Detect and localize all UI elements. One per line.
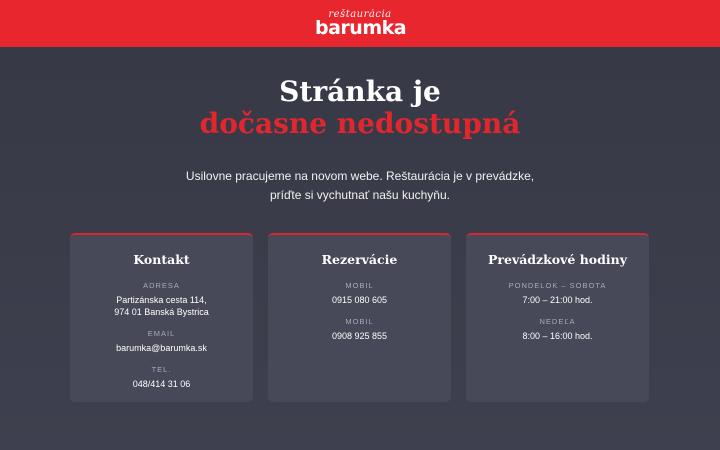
title-line-2: dočasne nedostupná — [199, 107, 521, 140]
weekdays-hours: 7:00 – 21:00 hod. — [522, 295, 593, 305]
mobile-label: MOBIL — [345, 281, 374, 290]
contact-card — [70, 233, 253, 402]
title-line-1: Stránka je — [279, 75, 441, 108]
logo-script-text: reštaurácia — [328, 8, 392, 20]
address-label: ADRESA — [143, 281, 180, 290]
email-label: EMAIL — [147, 329, 176, 338]
reservations-card — [268, 233, 451, 402]
email-link[interactable]: barumka@barumka.sk — [116, 343, 207, 353]
mobile-link-2[interactable]: 0908 925 855 — [331, 331, 388, 341]
mobile-label: MOBIL — [345, 317, 374, 326]
card-title: Rezervácie — [321, 252, 398, 267]
card-title: Kontakt — [133, 252, 190, 267]
sunday-hours: 8:00 – 16:00 hod. — [522, 331, 593, 341]
page-title — [0, 76, 720, 140]
card-title: Prevádzkové hodiny — [488, 252, 627, 267]
intro-text: Usilovne pracujeme na novom webe. Reštaurácia je v prevádzke, príďte si vychutnať našu kuchyňu. — [185, 169, 535, 202]
phone-link[interactable]: 048/414 31 06 — [132, 379, 191, 389]
logo-main-text: barumka — [315, 16, 407, 39]
top-bar — [0, 0, 720, 47]
mobile-link-1[interactable]: 0915 080 605 — [331, 295, 388, 305]
weekdays-label: PONDELOK – SOBOTA — [508, 281, 607, 290]
address-value: Partizánska cesta 114, 974 01 Banská Bystrica — [114, 295, 209, 317]
opening-hours-card — [466, 233, 649, 402]
phone-label: TEL. — [151, 365, 172, 374]
sunday-label: NEDEĽA — [539, 317, 576, 326]
site-logo[interactable] — [315, 6, 405, 42]
